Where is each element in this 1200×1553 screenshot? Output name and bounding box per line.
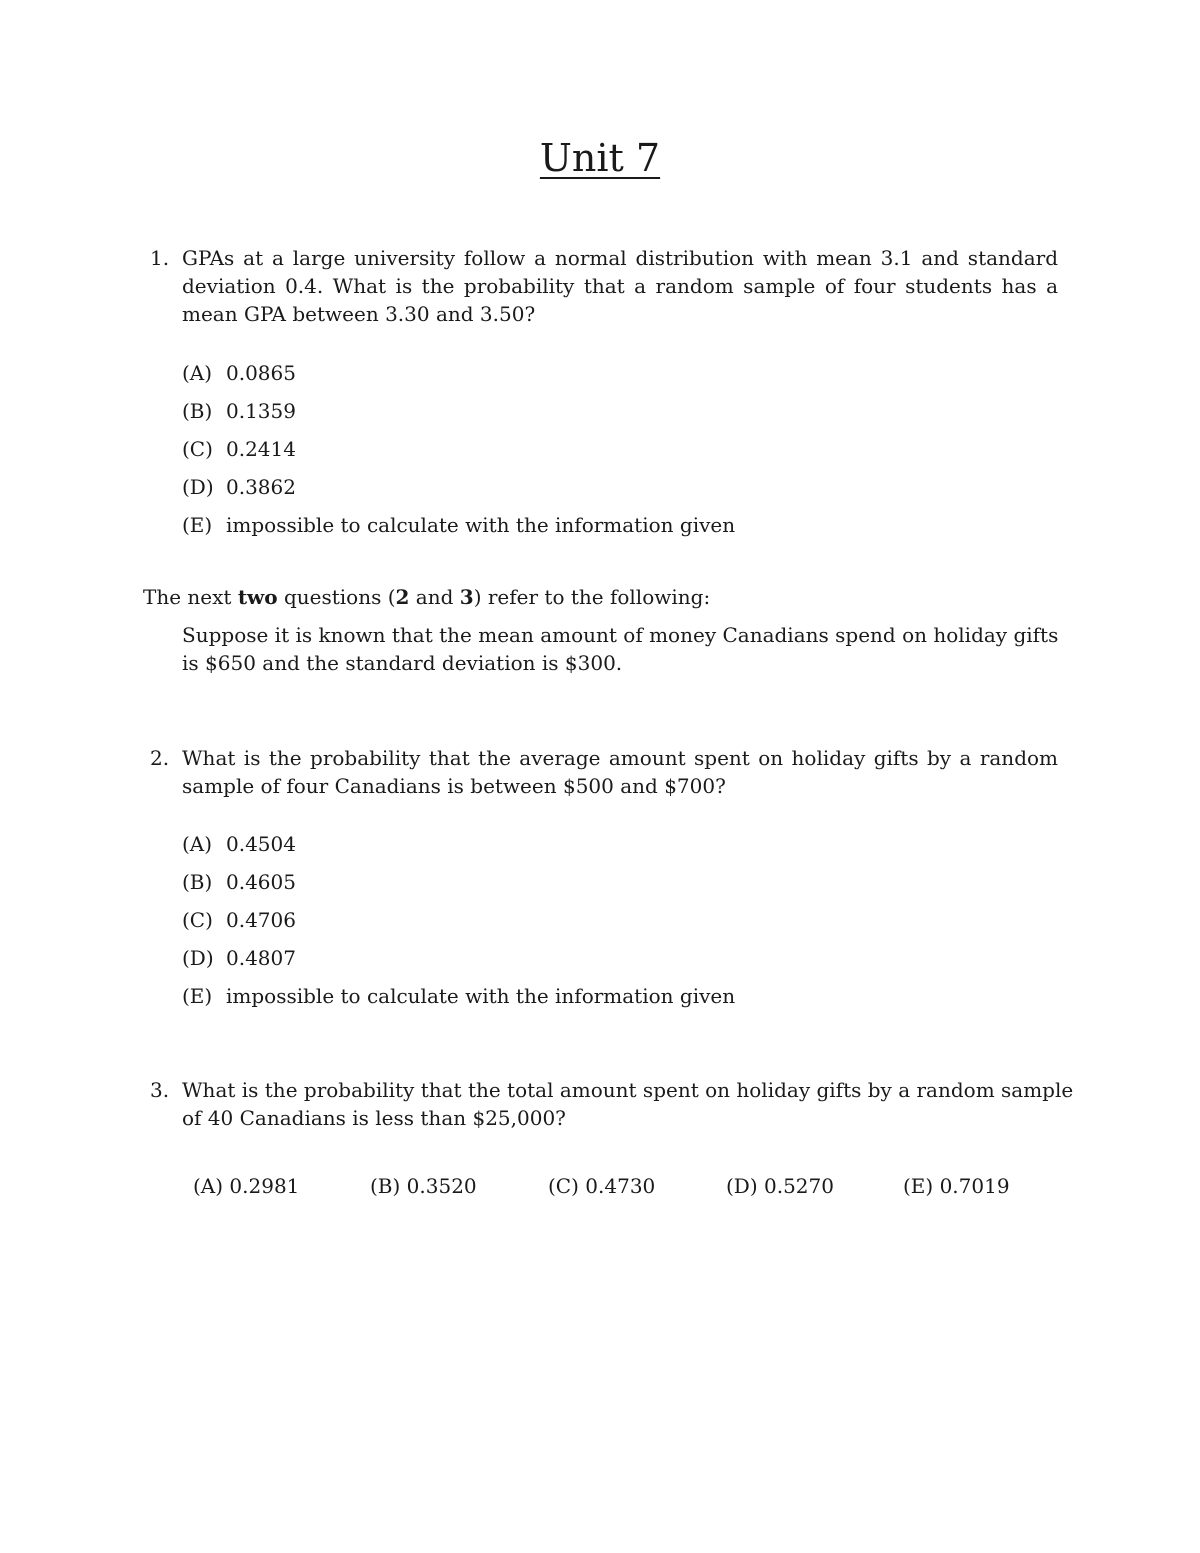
option-value: 0.4807 [226,946,296,970]
option-letter: (B) [370,1174,401,1198]
intro-text: and [409,585,460,609]
page-title [0,136,1200,180]
option-letter: (E) [182,984,213,1008]
q3-option-b [370,1172,477,1200]
option-letter: (E) [182,513,213,537]
option-value: 0.4706 [226,908,296,932]
q3-option-d [726,1172,834,1200]
scenario-line-2: is $650 and the standard deviation is $300. [182,651,623,675]
option-value: 0.4504 [226,832,296,856]
scenario-line-1: Suppose it is known that the mean amount of money Canadians spend on holiday gifts [182,623,1059,647]
intro-bold: 2 [395,585,410,609]
option-value: impossible to calculate with the information given [226,984,736,1008]
q2-option-b [182,868,296,896]
option-letter: (A) [193,1174,224,1198]
option-letter: (C) [182,908,213,932]
q2-option-d [182,944,296,972]
q1-option-d [182,473,296,501]
option-value: 0.3862 [226,475,296,499]
option-letter: (C) [182,437,213,461]
question-3-line-2: of 40 Canadians is less than $25,000? [182,1106,566,1130]
q1-option-b [182,397,296,425]
question-1-number: 1. [150,246,170,270]
option-letter: (B) [182,399,213,423]
page-title-text: Unit 7 [539,136,661,180]
option-letter: (A) [182,361,213,385]
q1-option-e [182,511,735,539]
intro-bold: two [237,585,278,609]
question-2-line-2: sample of four Canadians is between $500 and $700? [182,774,726,798]
q2-option-c [182,906,296,934]
option-value: 0.0865 [226,361,296,385]
option-letter: (C) [548,1174,579,1198]
intro-text: ) refer to the following: [473,585,711,609]
question-2-line-1: What is the probability that the average amount spent on holiday gifts by a random [182,746,1058,770]
shared-intro [143,583,710,611]
option-value: impossible to calculate with the information given [226,513,736,537]
intro-text: The next [143,585,238,609]
option-value: 0.2414 [226,437,296,461]
option-value: 0.1359 [226,399,296,423]
option-letter: (D) [182,946,214,970]
question-1-line-1: GPAs at a large university follow a normal distribution with mean 3.1 and standard [182,246,1058,270]
q1-option-a [182,359,296,387]
option-letter: (A) [182,832,213,856]
option-letter: (B) [182,870,213,894]
option-value: 0.4605 [226,870,296,894]
q3-option-e [903,1172,1010,1200]
q2-option-a [182,830,296,858]
option-value: 0.5270 [764,1174,834,1198]
q3-option-a [193,1172,299,1200]
option-letter: (D) [182,475,214,499]
option-value: 0.2981 [229,1174,300,1198]
option-letter: (E) [903,1174,934,1198]
question-2-number: 2. [150,746,170,770]
q3-option-c [548,1172,655,1200]
option-value: 0.7019 [939,1174,1010,1198]
question-1-line-2: deviation 0.4. What is the probability that a random sample of four students has a [182,274,1058,298]
option-letter: (D) [726,1174,758,1198]
intro-bold: 3 [459,585,474,609]
question-3-number: 3. [150,1078,170,1102]
option-value: 0.4730 [585,1174,656,1198]
q1-option-c [182,435,296,463]
intro-text: questions ( [277,585,396,609]
option-value: 0.3520 [406,1174,477,1198]
question-3-line-1: What is the probability that the total amount spent on holiday gifts by a random sample [182,1078,1074,1102]
question-1-line-3: mean GPA between 3.30 and 3.50? [182,302,536,326]
q2-option-e [182,982,735,1010]
